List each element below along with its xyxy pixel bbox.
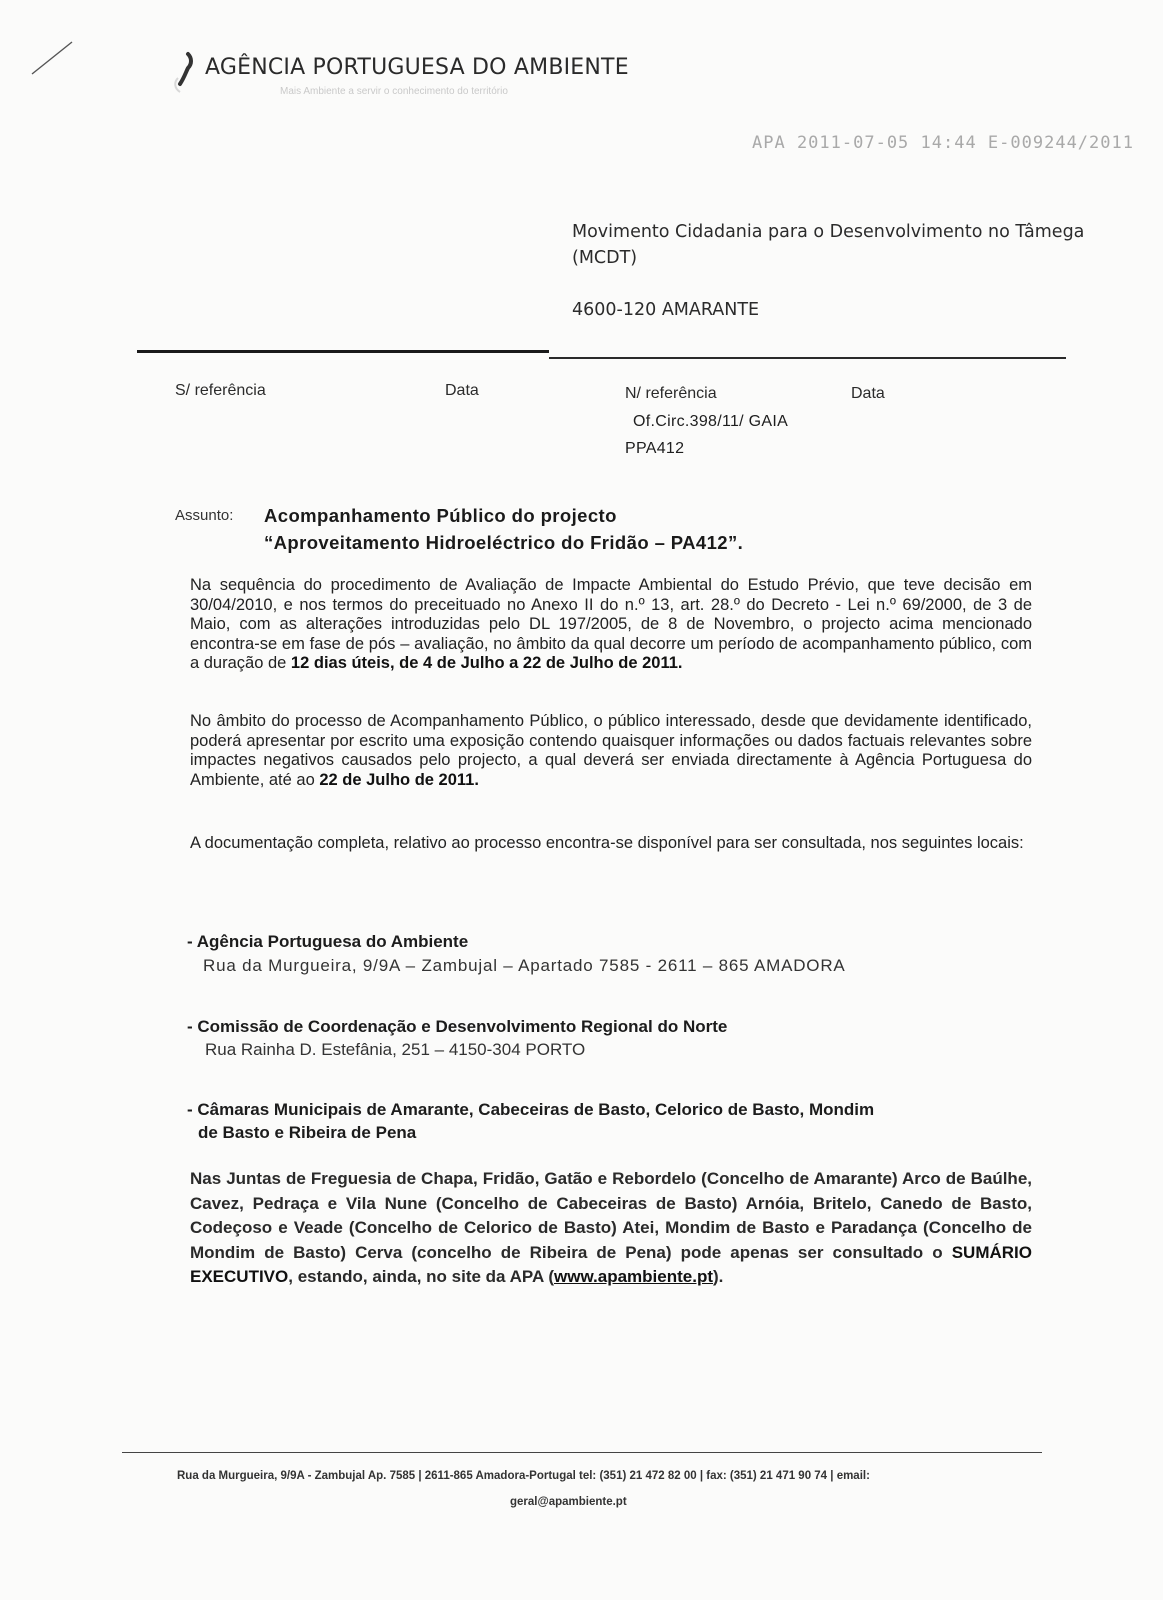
website-link[interactable]: www.apambiente.pt <box>554 1267 714 1286</box>
subject-line-1: Acompanhamento Público do projecto <box>264 505 617 526</box>
header-divider-secondary <box>549 357 1066 359</box>
data-label-2: Data <box>851 385 885 402</box>
location-address-ccdrn: Rua Rainha D. Estefânia, 251 – 4150-304 PORTO <box>205 1040 586 1059</box>
location-address-apa: Rua da Murgueira, 9/9A – Zambujal – Apartado 7585 - 2611 – 865 AMADORA <box>203 956 846 975</box>
footer-address: Rua da Murgueira, 9/9A - Zambujal Ap. 7585 | 2611-865 Amadora-Portugal tel: (351) 21 472 82 00 | fax: (351) 21 471 90 74 | email: <box>177 1470 870 1482</box>
paragraph-3: A documentação completa, relativo ao processo encontra-se disponível para ser consultada, nos seguintes locais: <box>190 834 1024 852</box>
recipient-abbreviation: (MCDT) <box>572 248 638 268</box>
entry-stamp: APA 2011-07-05 14:44 E-009244/2011 <box>752 133 1134 153</box>
location-title-camaras: - Câmaras Municipais de Amarante, Cabeceiras de Basto, Celorico de Basto, Mondim <box>187 1100 875 1119</box>
organization-name: AGÊNCIA PORTUGUESA DO AMBIENTE <box>205 55 629 80</box>
data-label-1: Data <box>445 382 479 399</box>
pen-mark-icon <box>28 38 78 78</box>
recipient-postal: 4600-120 AMARANTE <box>572 300 760 320</box>
location-title-apa: - Agência Portuguesa do Ambiente <box>187 932 469 951</box>
subject-label: Assunto: <box>175 507 234 524</box>
sua-referencia-label: S/ referência <box>175 382 266 399</box>
recipient-name: Movimento Cidadania para o Desenvolvimento no Tâmega <box>572 222 1085 242</box>
paragraph-1: Na sequência do procedimento de Avaliação de Impacte Ambiental do Estudo Prévio, que teve decisão em 30/04/2010, e nos termos do preceituado no Anexo II do n.º 13, art. 28.º do Decreto - Lei n.º 69/2000, de 3 de Maio, com as alterações introduzidas pelo DL 197/2005, de 8 de Novembro, o projecto acima mencionado encontra-se em fase de pós – avaliação, no âmbito da qual decorre um período de acompanhamento público, com a duração de 12 dias úteis, de 4 de Julho a 22 de Julho de 2011. <box>190 576 1032 672</box>
deadline-highlight-2: 22 de Julho de 2011. <box>319 770 479 789</box>
paragraph-2: No âmbito do processo de Acompanhamento Público, o público interessado, desde que devidamente identificado, poderá apresentar por escrito uma exposição contendo quaisquer informações ou dados factuais relevantes sobre impactes negativos causados pelo projecto, a qual deverá ser enviada directamente à Agência Portuguesa do Ambiente, até ao 22 de Julho de 2011. <box>190 712 1032 789</box>
executive-summary: SUMÁRIO EXECUTIVO <box>190 1242 1032 1286</box>
location-title-camaras-cont: de Basto e Ribeira de Pena <box>198 1123 417 1142</box>
apa-logo-icon <box>170 48 206 96</box>
nossa-referencia-label: N/ referência <box>625 385 717 402</box>
location-title-ccdrn: - Comissão de Coordenação e Desenvolvimento Regional do Norte <box>187 1017 728 1036</box>
header-divider <box>137 350 549 353</box>
nossa-referencia-value: Of.Circ.398/11/ GAIA <box>633 413 789 430</box>
deadline-highlight: 12 dias úteis, de 4 de Julho a 22 de Julho de 2011. <box>290 654 683 672</box>
footer-email[interactable]: geral@apambiente.pt <box>510 1496 627 1508</box>
organization-tagline: Mais Ambiente a servir o conhecimento do território <box>280 86 508 97</box>
subject-line-2: “Aproveitamento Hidroeléctrico do Fridão – PA412”. <box>264 532 744 553</box>
process-code: PPA412 <box>625 440 685 457</box>
footer-divider <box>122 1452 1042 1453</box>
juntas-paragraph: Nas Juntas de Freguesia de Chapa, Fridão, Gatão e Rebordelo (Concelho de Amarante) Arco de Baúlhe, Cavez, Pedraça e Vila Nune (Concelho de Cabeceiras de Basto) Arnóia, Britelo, Canedo de Basto, Codeçoso e Veade (Concelho de Celorico de Basto) Atei, Mondim de Basto e Paradança (Concelho de Mondim de Basto) Cerva (concelho de Ribeira de Pena) pode apenas ser consultado o SUMÁRIO EXECUTIVO, estando, ainda, no site da APA (www.apambiente.pt). <box>190 1169 1032 1286</box>
